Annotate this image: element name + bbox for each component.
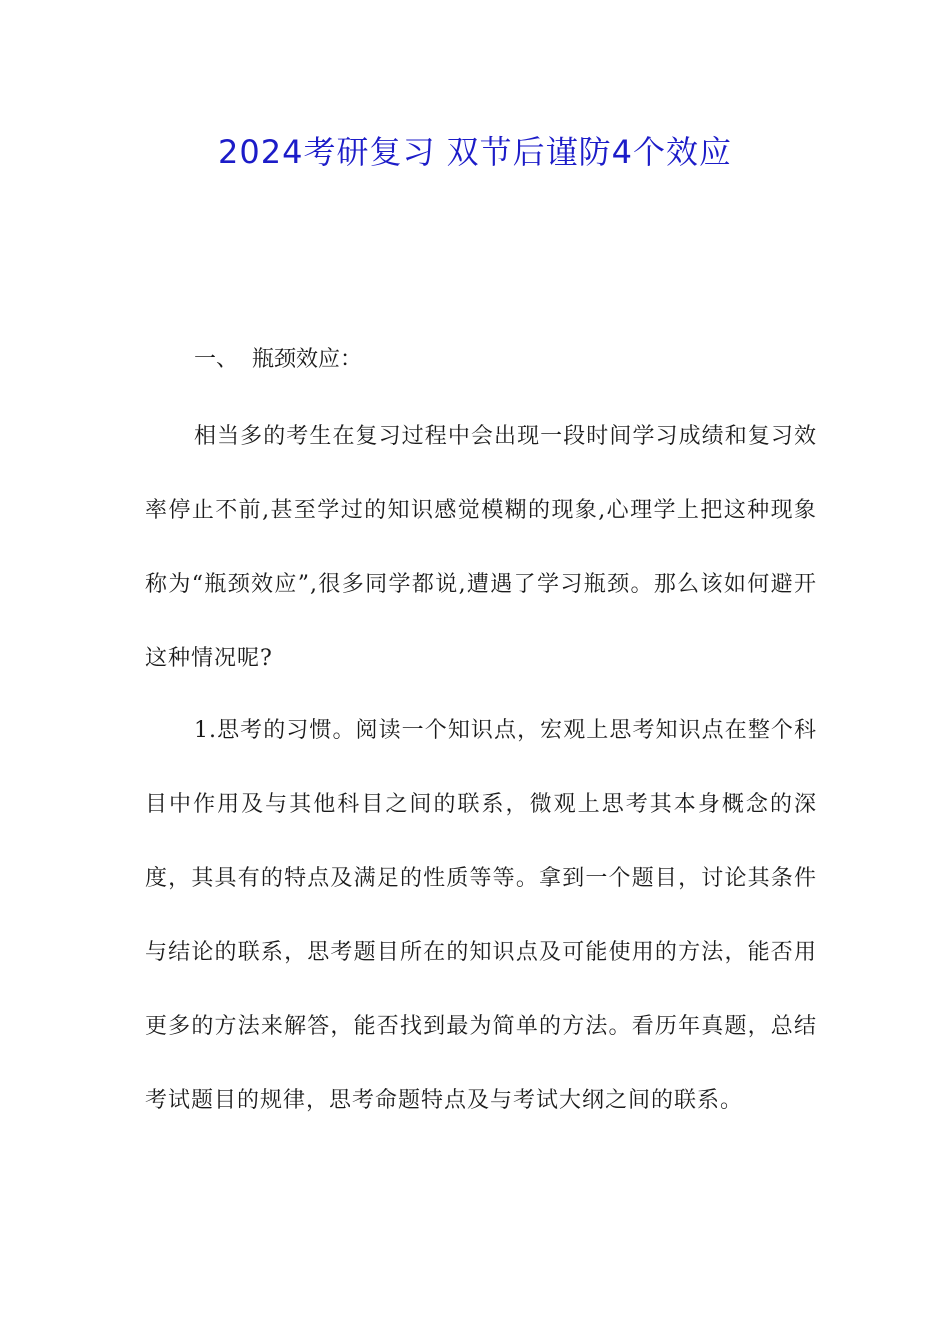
section-title: 瓶颈效应：: [252, 347, 363, 372]
section-number: 一、: [194, 347, 239, 372]
paragraph-bottleneck-intro: 相当多的考生在复习过程中会出现一段时间学习成绩和复习效率停止不前,甚至学过的知识感觉模糊的现象,心理学上把这种现象称为“瓶颈效应”,很多同学都说,遭遇了学习瓶颈。那么该如何避开这种情况呢?: [145, 424, 817, 671]
paragraph-thinking-habit: 1.思考的习惯。阅读一个知识点，宏观上思考知识点在整个科目中作用及与其他科目之间的联系，微观上思考其本身概念的深度，其具有的特点及满足的性质等等。拿到一个题目，讨论其条件与结论的联系，思考题目所在的知识点及可能使用的方法，能否用更多的方法来解答，能否找到最为简单的方法。看历年真题，总结考试题目的规律，思考命题特点及与考试大纲之间的联系。: [145, 718, 817, 1113]
document-title: 2024考研复习 双节后谨防4个效应: [218, 133, 732, 171]
section-heading: [194, 343, 362, 377]
